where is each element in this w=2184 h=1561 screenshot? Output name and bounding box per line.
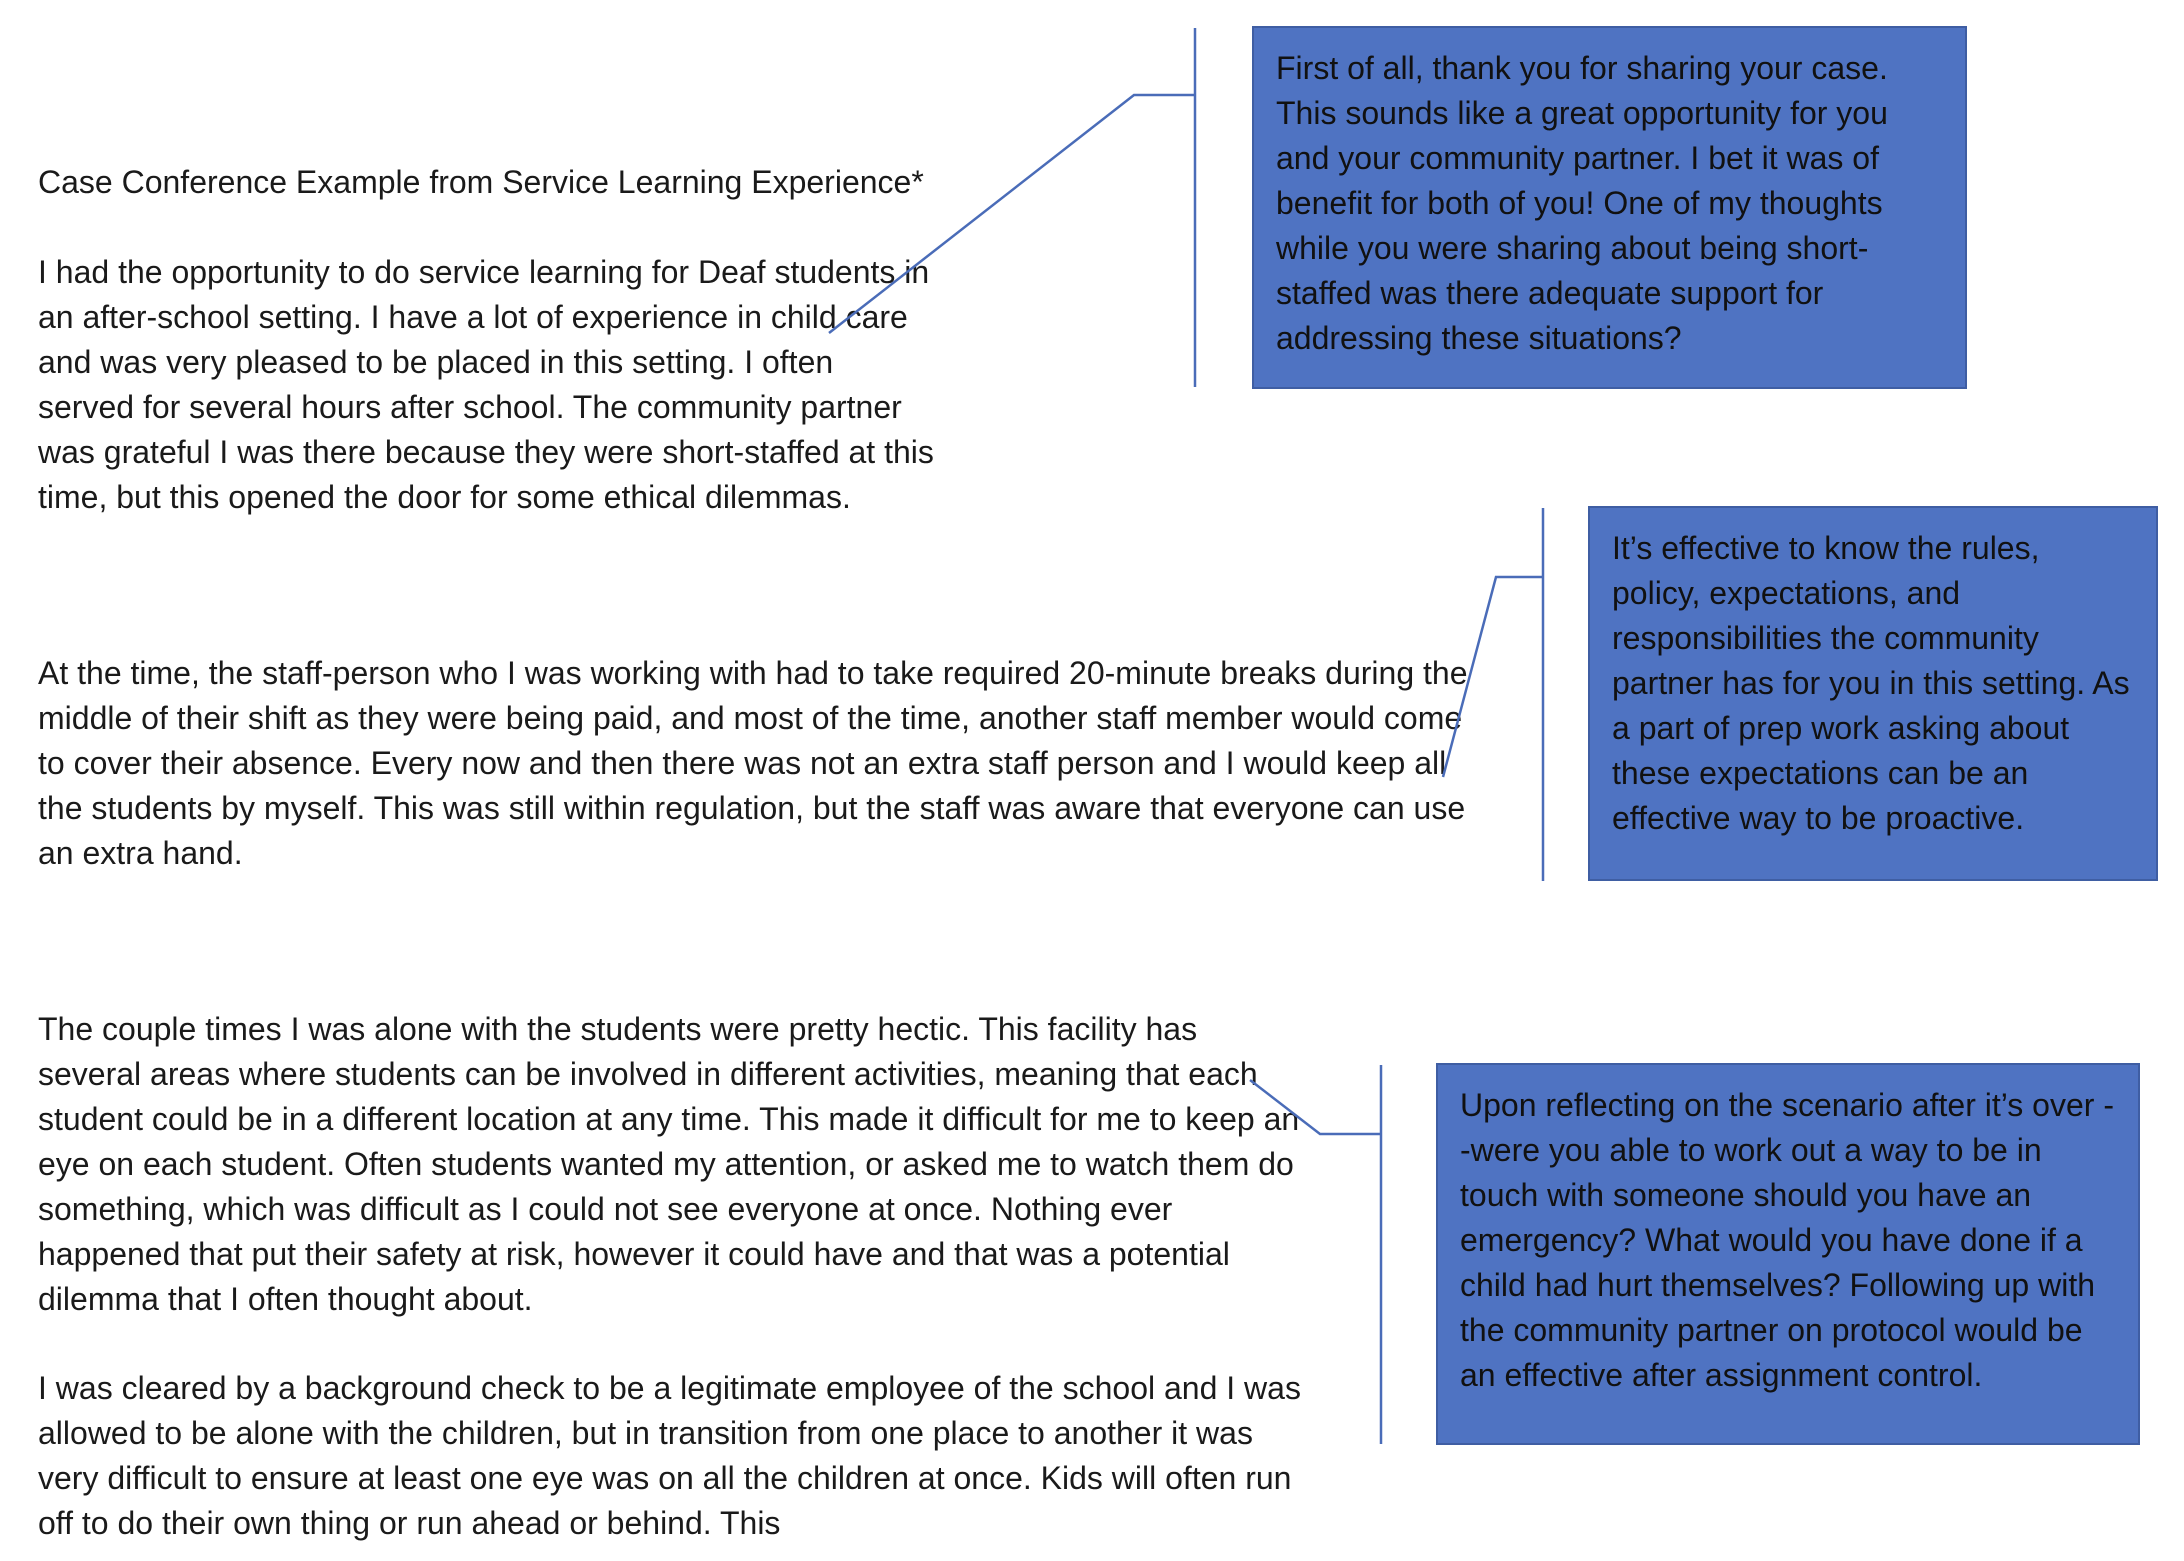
document-title: Case Conference Example from Service Learning Experience* [38, 164, 924, 200]
paragraph-3: The couple times I was alone with the students were pretty hectic. This facility has several areas where students can be involved in different activities, meaning that each student could be in a different location at any time. This made it difficult for me to keep an eye on each student. Often students wanted my attention, or asked me to watch them do something, which was difficult as I could not see everyone at once. Nothing ever happened that put their safety at risk, however it could have and that was a potential dilemma that I often thought about. [38, 1011, 1300, 1317]
comment-box-3[interactable]: Upon reflecting on the scenario after it’s over --were you able to work out a way to be in touch with someone should you have an emergency? What would you have done if a child had hurt themselves? Following up with the community partner on protocol would be an effective after assignment control. [1436, 1063, 2140, 1445]
paragraph-2: At the time, the staff-person who I was working with had to take required 20-minute breaks during the middle of their shift as they were being paid, and most of the time, another staff member would come to cover their absence. Every now and then there was not an extra staff person and I would keep all the students by myself. This was still within regulation, but the staff was aware that everyone can use an extra hand. [38, 655, 1468, 871]
comment-box-1[interactable]: First of all, thank you for sharing your case. This sounds like a great opportunity for you and your community partner. I bet it was of benefit for both of you! One of my thoughts while you were sharing about being short-staffed was there adequate support for addressing these situations? [1252, 26, 1967, 389]
comment-box-2[interactable]: It’s effective to know the rules, policy, expectations, and responsibilities the community partner has for you in this setting. As a part of prep work asking about these expectations can be an effective way to be proactive. [1588, 506, 2158, 881]
paragraph-4: I was cleared by a background check to be a legitimate employee of the school and I was allowed to be alone with the children, but in transition from one place to another it was very difficult to ensure at least one eye was on all the children at once. Kids will often run off to do their own thing or run ahead or behind. This [38, 1370, 1301, 1541]
paragraph-1: I had the opportunity to do service learning for Deaf students in an after-school setting. I have a lot of experience in child care and was very pleased to be placed in this setting. I often served for several hours after school. The community partner was grateful I was there because they were short-staffed at this time, but this opened the door for some ethical dilemmas. [38, 254, 934, 515]
